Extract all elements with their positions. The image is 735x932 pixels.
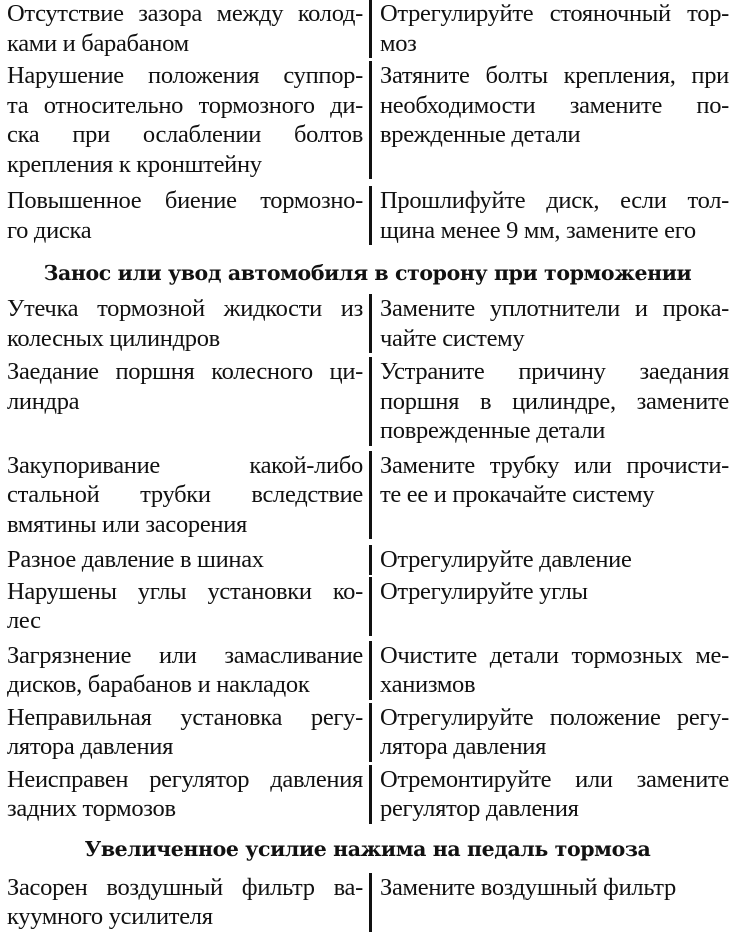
text-line: задних тормозов bbox=[7, 795, 176, 822]
table-row bbox=[0, 864, 735, 932]
remedy-cell bbox=[369, 765, 735, 824]
text-line: моз bbox=[380, 29, 417, 57]
table-row bbox=[0, 636, 735, 700]
text-line: дисков, барабанов и накладок bbox=[7, 671, 310, 698]
text-line: Загрязнение или замасливание bbox=[7, 641, 363, 669]
text-line: Отсутствие зазора между колод- bbox=[7, 0, 363, 27]
table-row bbox=[0, 575, 735, 636]
text-line: стальной трубки вследствие bbox=[7, 481, 363, 508]
text-line: необходимости замените по- bbox=[380, 91, 729, 119]
text-line: Отрегулируйте углы bbox=[380, 577, 588, 605]
table-row bbox=[0, 289, 735, 353]
text-line: Замените трубку или прочисти- bbox=[380, 451, 729, 479]
text-line: те ее и прокачайте систему bbox=[380, 481, 655, 508]
table-row bbox=[0, 446, 735, 540]
remedy-cell bbox=[369, 641, 735, 700]
cause-cell bbox=[0, 357, 369, 446]
text-line: ханизмов bbox=[380, 671, 476, 698]
text-line: Повышенное биение тормозно- bbox=[7, 187, 363, 214]
remedy-cell bbox=[369, 61, 735, 179]
table-row bbox=[0, 58, 735, 179]
text-line: Нарушение положения суппор- bbox=[7, 62, 363, 89]
text-line: го диска bbox=[7, 216, 92, 244]
text-line: регулятор давления bbox=[380, 795, 579, 822]
text-line: Закупоривание какой-либо bbox=[7, 451, 363, 479]
remedy-cell bbox=[369, 451, 735, 540]
text-line: Прошлифуйте диск, если тол- bbox=[380, 187, 729, 214]
text-line: Засорен воздушный фильтр ва- bbox=[7, 873, 363, 901]
text-line: Заедание поршня колесного ци- bbox=[7, 358, 363, 385]
text-line: лятора давления bbox=[380, 733, 547, 760]
text-line: колесных цилиндров bbox=[7, 324, 220, 352]
cause-cell bbox=[0, 61, 369, 179]
cause-cell bbox=[0, 641, 369, 700]
text-line: поршня в цилиндре, замените bbox=[380, 387, 729, 415]
cause-cell bbox=[0, 873, 369, 932]
remedy-cell bbox=[369, 577, 735, 636]
text-line: Замените воздушный фильтр bbox=[380, 873, 676, 901]
remedy-cell bbox=[369, 186, 735, 245]
text-line: Неисправен регулятор давления bbox=[7, 765, 363, 793]
table-row bbox=[0, 762, 735, 824]
text-line: линдра bbox=[7, 387, 80, 415]
remedy-cell bbox=[369, 357, 735, 446]
text-line: Утечка тормозной жидкости из bbox=[7, 295, 363, 322]
text-line: чайте систему bbox=[380, 324, 525, 352]
table-row bbox=[0, 179, 735, 245]
text-line: Отрегулируйте положение регу- bbox=[380, 703, 729, 731]
remedy-cell bbox=[369, 703, 735, 762]
text-line: лес bbox=[7, 607, 41, 634]
text-line: Отрегулируйте стояночный тор- bbox=[380, 0, 729, 27]
section-heading: Занос или увод автомобиля в сторону при торможении bbox=[43, 261, 692, 285]
section-heading: Увеличенное усилие нажима на педаль тормоза bbox=[84, 836, 651, 861]
text-line: щина менее 9 мм, замените его bbox=[380, 216, 696, 244]
text-line: Нарушены углы установки ко- bbox=[7, 577, 363, 605]
table-row bbox=[0, 0, 735, 58]
text-line: ска при ослаблении болтов bbox=[7, 121, 363, 148]
text-line: Затяните болты крепления, при bbox=[380, 62, 729, 89]
cause-cell bbox=[0, 577, 369, 636]
text-line: Замените уплотнители и прока- bbox=[380, 295, 729, 322]
text-line: куумного усилителя bbox=[7, 903, 213, 930]
text-line: врежденные детали bbox=[380, 121, 581, 148]
text-line: вмятины или засорения bbox=[7, 510, 248, 538]
text-line: Разное давление в шинах bbox=[7, 546, 264, 573]
text-line: Неправильная установка регу- bbox=[7, 703, 363, 731]
text-line: Устраните причину заедания bbox=[380, 358, 729, 385]
table-row bbox=[0, 353, 735, 446]
remedy-cell bbox=[369, 873, 735, 932]
cause-cell bbox=[0, 294, 369, 353]
text-line: Очистите детали тормозных ме- bbox=[380, 641, 729, 669]
cause-cell bbox=[0, 765, 369, 824]
text-line: Отремонтируйте или замените bbox=[380, 765, 729, 793]
cause-cell bbox=[0, 703, 369, 762]
remedy-cell bbox=[369, 545, 735, 575]
table-row bbox=[0, 539, 735, 575]
text-line: Отрегулируйте давление bbox=[380, 546, 632, 573]
remedy-cell bbox=[369, 294, 735, 353]
text-line: поврежденные детали bbox=[380, 417, 606, 444]
remedy-cell bbox=[369, 0, 735, 58]
text-line: крепления к кронштейну bbox=[7, 150, 262, 178]
cause-cell bbox=[0, 0, 369, 58]
text-line: лятора давления bbox=[7, 733, 174, 760]
cause-cell bbox=[0, 186, 369, 245]
cause-cell bbox=[0, 451, 369, 540]
table-row bbox=[0, 700, 735, 762]
text-line: ками и барабаном bbox=[7, 29, 189, 57]
cause-cell bbox=[0, 545, 369, 575]
text-line: та относительно тормозного ди- bbox=[7, 91, 363, 119]
